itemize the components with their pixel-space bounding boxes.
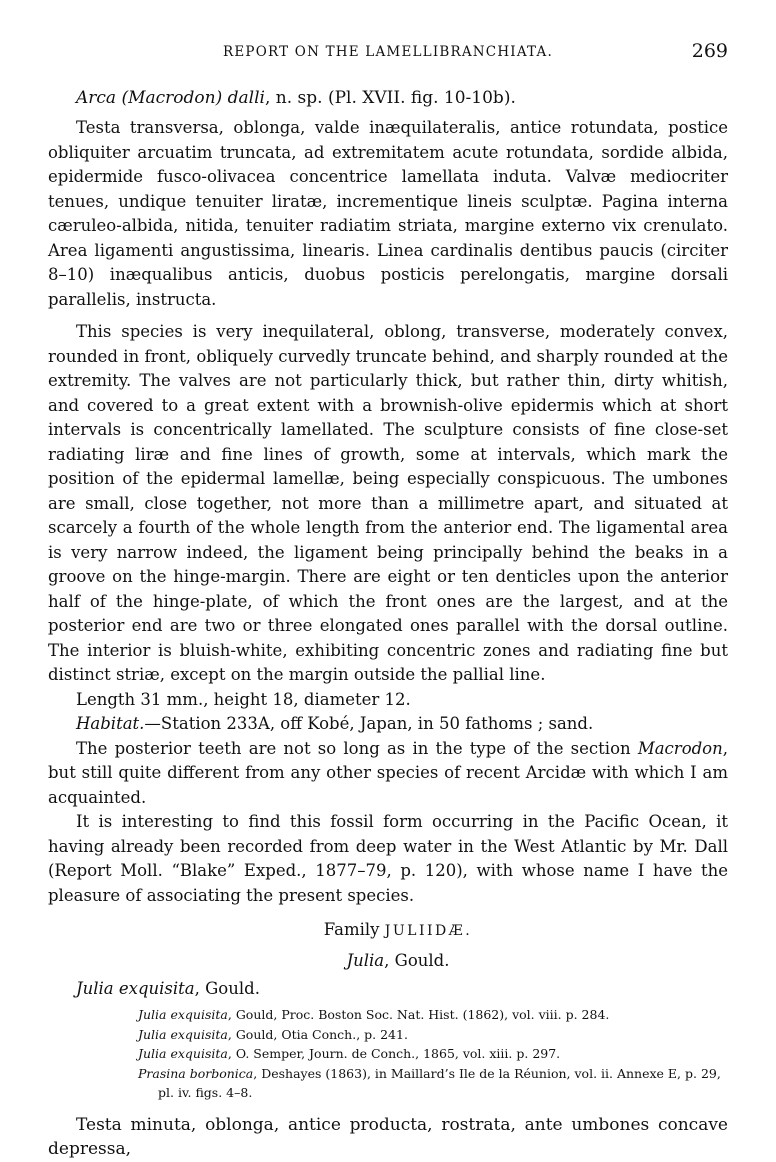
habitat-text: —Station 233A, off Kobé, Japan, in 50 fathoms ; sand. bbox=[144, 714, 594, 733]
species-suffix: , n. sp. (Pl. XVII. fig. 10-10b). bbox=[264, 88, 516, 108]
species2-author: , Gould. bbox=[194, 979, 260, 998]
species-heading bbox=[48, 86, 728, 110]
reference-taxon: Prasina borbonica bbox=[138, 1065, 254, 1081]
habitat bbox=[48, 712, 728, 737]
genus-heading-author: , Gould. bbox=[384, 951, 450, 970]
reference-text: , O. Semper, Journ. de Conch., 1865, vol. xiii. p. 297. bbox=[227, 1046, 561, 1061]
genus-heading bbox=[48, 949, 728, 973]
reference-text: , Gould, Otia Conch., p. 241. bbox=[227, 1026, 408, 1042]
teeth-note bbox=[48, 737, 728, 811]
dimensions: Length 31 mm., height 18, diameter 12. bbox=[76, 689, 411, 709]
page-header bbox=[48, 40, 728, 66]
reference-item bbox=[138, 1064, 728, 1084]
family-heading bbox=[48, 918, 728, 943]
family-name: JULIIDÆ. bbox=[384, 923, 473, 939]
reference-taxon: Julia exquisita bbox=[138, 1007, 228, 1022]
reference-item bbox=[138, 1025, 728, 1045]
reference-item bbox=[138, 1044, 728, 1064]
family-label: Family bbox=[323, 920, 385, 939]
reference-taxon: Julia exquisita bbox=[138, 1046, 228, 1061]
habitat-label: Habitat. bbox=[76, 714, 145, 733]
species-name: dalli bbox=[227, 88, 265, 108]
teeth-note-italic: Macrodon bbox=[637, 738, 723, 758]
reference-text: , Deshayes (1863), in Maillard’s Ile de la Réunion, vol. ii. Annexe E, p. 29, bbox=[253, 1065, 721, 1081]
teeth-note-post: , but still quite different from any other species of recent Arcidæ with which I am acquainted. bbox=[48, 738, 728, 807]
subgenus-name: (Macrodon) bbox=[121, 88, 223, 108]
species2-heading bbox=[48, 977, 728, 1001]
reference-continuation: pl. iv. figs. 4–8. bbox=[158, 1085, 253, 1100]
english-description: This species is very inequilateral, oblong, transverse, moderately convex, rounded in front, obliquely curvedly truncate behind, and sharply rounded at the extremity. The valves are not particularly thick, but rather thin, dirty whitish, and covered to a great extent with a brownish-olive epidermis which at short intervals is concentrically lamellated. The sculpture consists of fine close-set radiating liræ and fine lines of growth, some at intervals, which mark the position of the epidermal lamellæ, being especially conspicuous. The umbones are small, close together, not more than a millimetre apart, and situated at scarcely a fourth of the whole length from the anterior end. The ligamental area is very narrow indeed, the ligament being principally behind the beaks in a groove on the hinge-margin. There are eight or ten denticles upon the anterior half of the hinge-plate, of which the front ones are the largest, and at the posterior end are two or three elongated ones parallel with the dorsal outline. The interior is bluish-white, exhibiting concentric zones and radiating fine but distinct striæ, except on the margin outside the pallial line. bbox=[48, 322, 728, 684]
fossil-note: It is interesting to find this fossil form occurring in the Pacific Ocean, it having already been recorded from deep water in the West Atlantic by Mr. Dall (Report Moll. “Blake” Exped., 1877–79, p. 120), with whose name I have the pleasure of associating the present species. bbox=[48, 812, 728, 905]
teeth-note-pre: The posterior teeth are not so long as in the type of the section bbox=[76, 738, 638, 758]
reference-taxon: Julia exquisita bbox=[138, 1026, 228, 1042]
running-head: REPORT ON THE LAMELLIBRANCHIATA. bbox=[223, 44, 553, 60]
final-latin-line: Testa minuta, oblonga, antice producta, rostrata, ante umbones concave depressa, bbox=[48, 1114, 728, 1159]
reference-item bbox=[138, 1005, 728, 1025]
species2-name: Julia exquisita bbox=[76, 979, 195, 998]
reference-list bbox=[48, 1005, 728, 1103]
genus-name: Arca bbox=[76, 88, 117, 108]
genus-heading-name: Julia bbox=[346, 951, 385, 970]
page bbox=[48, 40, 728, 1162]
page-number: 269 bbox=[691, 40, 728, 62]
reference-text: , Gould, Proc. Boston Soc. Nat. Hist. (1862), vol. viii. p. 284. bbox=[227, 1007, 610, 1022]
latin-description: Testa transversa, oblonga, valde inæquilateralis, antice rotundata, postice obliquiter arcuatim truncata, ad extremitatem acute rotundata, sordide albida, epidermide fusco-olivacea concentrice lamellata induta. Valvæ mediocriter tenues, undique tenuiter liratæ, incrementique lineis sculptæ. Pagina interna cæruleo-albida, nitida, tenuiter radiatim striata, margine externo vix crenulato. Area ligamenti angustissima, linearis. Linea cardinalis dentibus paucis (circiter 8–10) inæqualibus anticis, duobus posticis perelongatis, margine dorsali parallelis, instructa. bbox=[48, 118, 728, 309]
